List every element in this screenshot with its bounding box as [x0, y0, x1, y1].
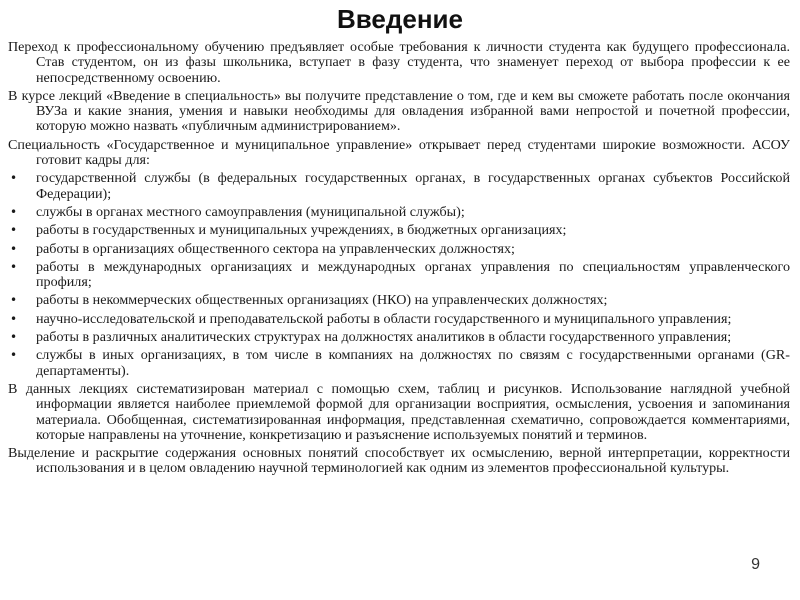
list-item — [8, 223, 790, 238]
slide-title: Введение — [337, 4, 463, 34]
list-item-text: государственной службы (в федеральных государственных органах, в государственных органах субъектов Российской Федерации); — [36, 170, 790, 202]
bullet-icon: • — [10, 330, 18, 345]
list-item — [8, 312, 790, 327]
bullet-icon: • — [10, 241, 18, 256]
list-item-text: работы в государственных и муниципальных учреждениях, в бюджетных организациях; — [36, 222, 567, 239]
slide-content — [8, 40, 790, 480]
list-item — [8, 348, 790, 379]
list-item-text: службы в иных организациях, в том числе в компаниях на должностях по связям с государственными органами (GR-департаменты). — [36, 347, 790, 379]
closing-paragraph: Выделение и раскрытие содержания основных понятий способствует их осмыслению, верной интерпретации, корректности использования и в целом овладению научной терминологией как одним из элементов профессиональной культуры. — [8, 445, 790, 477]
bullet-icon: • — [10, 348, 18, 363]
bullet-icon: • — [10, 223, 18, 238]
bullet-icon: • — [10, 259, 18, 274]
intro-paragraph: В курсе лекций «Введение в специальность» вы получите представление о том, где и кем вы сможете работать после окончания ВУЗа и какие знания, умения и навыки необходимы для овладения избранной вами непростой и почетной профессии, которую можно назвать «публичным администрированием». — [8, 87, 790, 135]
training-areas-list — [8, 171, 790, 379]
bullet-icon: • — [10, 311, 18, 326]
list-item — [8, 171, 790, 202]
list-item — [8, 205, 790, 220]
list-item-text: работы в организациях общественного сектора на управленческих должностях; — [36, 240, 515, 257]
list-item-text: работы в некоммерческих общественных организациях (НКО) на управленческих должностях; — [36, 292, 608, 309]
bullet-icon: • — [10, 204, 18, 219]
page-number: 9 — [751, 556, 760, 573]
list-item-text: научно-исследовательской и преподавательской работы в области государственного и муниципального управления; — [36, 310, 732, 327]
list-item — [8, 330, 790, 345]
list-item — [8, 293, 790, 308]
list-item-text: службы в органах местного самоуправления (муниципальной службы); — [36, 203, 465, 220]
closing-paragraph: В данных лекциях систематизирован материал с помощью схем, таблиц и рисунков. Использование наглядной учебной информации является наиболее приемлемой формой для организации восприятия, осмысления, усвоения и запоминания материала. Обобщенная, систематизированная информация, представленная схематично, сопровождается комментариями, которые направлены на уточнение, конкретизацию и разъяснение используемых понятий и терминов. — [8, 380, 790, 443]
intro-paragraph: Специальность «Государственное и муниципальное управление» открывает перед студентами широкие возможности. АСОУ готовит кадры для: — [8, 136, 790, 169]
list-item — [8, 242, 790, 257]
list-item-text: работы в различных аналитических структурах на должностях аналитиков в области государственного управления; — [36, 329, 732, 346]
bullet-icon: • — [10, 293, 18, 308]
list-item-text: работы в международных организациях и международных органах управления по специальностям управленческого профиля; — [36, 258, 790, 291]
intro-paragraph: Переход к профессиональному обучению предъявляет особые требования к личности студента как будущего профессионала. Став студентом, он из фазы школьника, вступает в фазу студента, что знаменует переход от выбора профессии к ее непосредственному освоению. — [8, 39, 790, 86]
bullet-icon: • — [10, 171, 18, 186]
list-item — [8, 260, 790, 291]
